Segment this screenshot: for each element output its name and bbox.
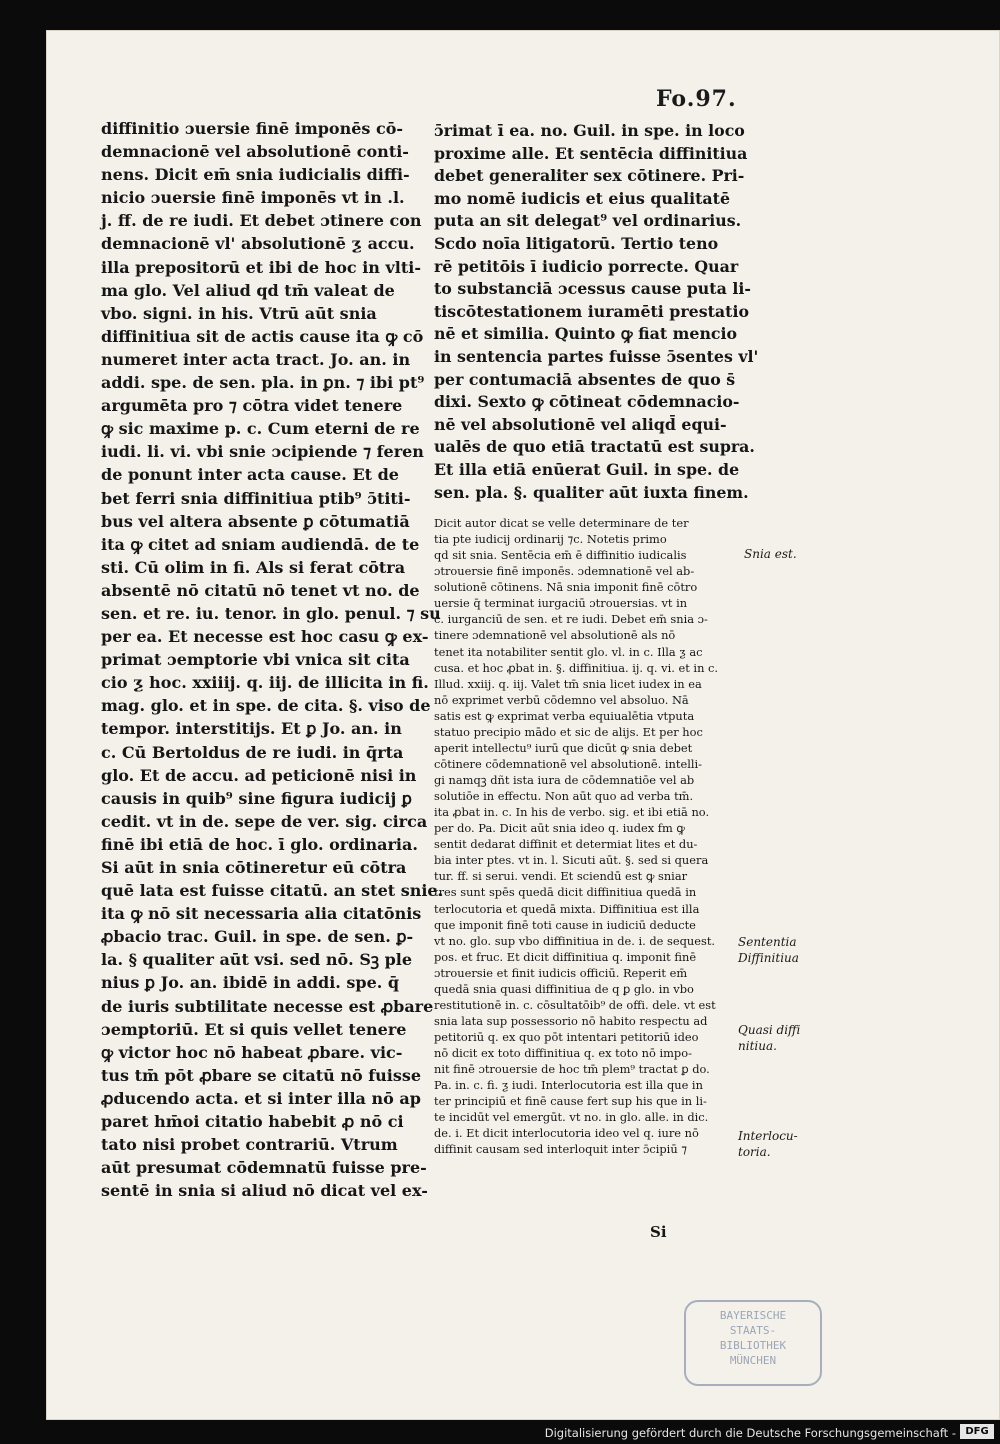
text-line: mo nomē iudicis et eius qualitatē bbox=[434, 188, 731, 208]
text-line: ꝓducendo acta. et si inter illa nō ap bbox=[101, 1088, 421, 1108]
text-line: cedit. vt in de. sepe de ver. sig. circa bbox=[101, 811, 428, 831]
text-line: bet ferri snia diffinitiua ptib⁹ ɔ̄titi- bbox=[101, 488, 411, 508]
text-line: nicio ɔuersie finē imponēs vt in .l. bbox=[101, 188, 405, 208]
text-line: addi. spe. de sen. pla. in ꝑn. ⁊ ibi pt⁹ bbox=[101, 373, 425, 393]
text-line: ualēs de quo etiā tractatū est supra. bbox=[434, 437, 755, 457]
text-line: nius ꝑ Jo. an. ibidē in addi. spe. q̄ bbox=[101, 973, 400, 993]
text-line: dixi. Sexto ꝙ cōtineat cōdemnacio- bbox=[434, 392, 740, 412]
text-line: ꝙ sic maxime p. c. Cum eterni de re bbox=[101, 419, 420, 439]
marginal-note: Snia est. bbox=[744, 547, 797, 561]
text-line: satis est ꝙ exprimat verba equiualētia vtputa bbox=[434, 708, 695, 723]
text-line: in sentencia partes fuisse ɔ̄sentes vl' bbox=[434, 346, 759, 366]
text-line: statuo precipio mādo et sic de alijs. Et per hoc bbox=[434, 724, 703, 739]
text-line: bus vel altera absente ꝑ cōtumatiā bbox=[101, 511, 410, 531]
text-line: gi namqꝫ dñt ista iura de cōdemnatiōe vel ab bbox=[434, 773, 695, 787]
text-line: cusa. et hoc ꝓbat in. §. diffinitiua. ij. q. vi. et in c. bbox=[434, 660, 719, 675]
text-line: c. Cū Bertoldus de re iudi. in q̄rta bbox=[101, 742, 404, 762]
text-line: nens. Dicit em̄ snia iudicialis diffi- bbox=[101, 165, 410, 185]
text-line: nē et similia. Quinto ꝙ fiat mencio bbox=[434, 324, 738, 344]
text-line: primat ɔemptorie vbi vnica sit cita bbox=[101, 650, 410, 670]
text-line: te incidūt vel emergūt. vt no. in glo. alle. in dic. bbox=[434, 1110, 709, 1125]
folio-number: Fo.97. bbox=[656, 86, 737, 112]
marginal-note: Sententia Diffinitiua bbox=[738, 935, 799, 965]
text-line: tres sunt spēs quedā dicit diffinitiua quedā in bbox=[434, 885, 697, 900]
text-line: per ea. Et necesse est hoc casu ꝙ ex- bbox=[101, 627, 429, 647]
text-line: quedā snia quasi diffinitiua de q ꝑ glo. in vbo bbox=[434, 981, 694, 996]
text-line: tempor. interstitijs. Et ꝑ Jo. an. in bbox=[101, 719, 402, 739]
text-line: qd sit snia. Sentēcia em̄ ē diffinitio iudicalis bbox=[434, 548, 687, 563]
text-line: tus tm̄ pōt ꝓbare se citatū nō fuisse bbox=[101, 1065, 422, 1085]
commentary-text-column bbox=[434, 515, 718, 1158]
right-text-column bbox=[434, 120, 758, 504]
text-line: restitutionē in. c. cōsultatōib⁹ de offi. dele. vt est bbox=[434, 997, 716, 1012]
text-line: ter principiū et finē cause fert sup his que in li- bbox=[434, 1094, 707, 1109]
text-line: tiscōtestationem iuramēti prestatio bbox=[434, 301, 749, 321]
text-line: de iuris subtilitate necesse est ꝓbare bbox=[101, 996, 434, 1016]
text-line: c. iurganciū de sen. et re iudi. Debet em̄ snia ɔ- bbox=[434, 612, 708, 627]
text-line: la. § qualiter aūt vsi. sed nō. Sꝫ ple bbox=[101, 950, 413, 970]
text-line: tur. ff. si serui. vendi. Et sciendū est ꝙ sniar bbox=[434, 869, 688, 884]
marginal-note: Quasi diffi nitiua. bbox=[738, 1023, 801, 1053]
text-line: absentē nō citatū nō tenet vt no. de bbox=[101, 580, 420, 600]
footer-bar bbox=[0, 1420, 1000, 1444]
text-line: uersie q̄ terminat iurgaciū ɔtrouersias. vt in bbox=[434, 596, 688, 611]
stamp-line: BIBLIOTHEK bbox=[719, 1339, 787, 1352]
text-line: solutionē cōtinens. Nā snia imponit finē cōtro bbox=[434, 580, 698, 595]
text-line: causis in quib⁹ sine figura iudicij ꝑ bbox=[101, 788, 412, 808]
text-line: pos. et fruc. Et dicit diffinitiua q. imponit finē bbox=[434, 949, 697, 964]
dfg-logo[interactable]: DFG bbox=[960, 1424, 994, 1439]
text-line: diffinitio ɔuersie finē imponēs cō- bbox=[101, 119, 404, 138]
text-line: glo. Et de accu. ad peticionē nisi in bbox=[101, 765, 417, 785]
text-line: quē lata est fuisse citatū. an stet snie. bbox=[101, 881, 444, 901]
text-line: solutiōe in effectu. Non aūt quo ad verba tm̄. bbox=[434, 789, 694, 804]
text-line: sti. Cū olim in fi. Als si ferat cōtra bbox=[101, 557, 406, 577]
text-line: nē vel absolutionē vel aliqd̄ equi- bbox=[434, 414, 727, 434]
text-line: sen. et re. iu. tenor. in glo. penul. ⁊ su bbox=[101, 603, 441, 623]
text-line: puta an sit delegat⁹ vel ordinarius. bbox=[434, 211, 742, 231]
text-line: que imponit finē toti cause in iudiciū deducte bbox=[434, 917, 696, 932]
text-line: tia pte iudicij ordinarij ⁊c. Notetis primo bbox=[434, 532, 667, 547]
library-stamp bbox=[684, 1300, 822, 1386]
text-line: j. ff. de re iudi. Et debet ɔtinere con bbox=[101, 211, 422, 231]
text-line: per contumaciā absentes de quo s̄ bbox=[434, 369, 736, 389]
text-line: cōtinere cōdemnationē vel absolutionē. intelli- bbox=[434, 756, 702, 771]
text-line: mag. glo. et in spe. de cita. §. viso de bbox=[101, 696, 431, 716]
text-line: Pa. in. c. fi. ƺ iudi. Interlocutoria est illa que in bbox=[434, 1078, 703, 1093]
text-line: ɔemptoriū. Et si quis vellet tenere bbox=[101, 1019, 407, 1039]
text-line: ꝙ victor hoc nō habeat ꝓbare. vic- bbox=[101, 1042, 403, 1062]
text-line: Et illa etiā enūerat Guil. in spe. de bbox=[434, 459, 740, 479]
text-line: vbo. signi. in his. Vtrū aūt snia bbox=[101, 303, 377, 323]
text-line: de ponunt inter acta cause. Et de bbox=[101, 465, 399, 485]
text-line: ꝓbacio trac. Guil. in spe. de sen. ꝑ- bbox=[101, 927, 414, 947]
text-line: Illud. xxiij. q. iij. Valet tm̄ snia licet iudex in ea bbox=[434, 676, 702, 691]
stamp-line: STAATS- bbox=[729, 1324, 777, 1337]
text-line: de. i. Et dicit interlocutoria ideo vel q. iure nō bbox=[434, 1126, 699, 1141]
text-line: diffinit causam sed interloquit inter ɔ̄cipiū ⁊ bbox=[434, 1142, 687, 1157]
text-line: proxime alle. Et sentēcia diffinitiua bbox=[434, 143, 748, 163]
text-line: to substanciā ɔcessus cause puta li- bbox=[434, 279, 751, 299]
text-line: tato nisi probet contrariū. Vtrum bbox=[101, 1135, 398, 1155]
text-line: sentē in snia si aliud nō dicat vel ex- bbox=[101, 1181, 428, 1201]
text-line: sen. pla. §. qualiter aūt iuxta finem. bbox=[434, 482, 749, 502]
text-line: tinere ɔdemnationē vel absolutionē als nō bbox=[434, 628, 676, 643]
text-line: ita ꝙ citet ad sniam audiendā. de te bbox=[101, 534, 420, 554]
text-line: vt no. glo. sup vbo diffinitiua in de. i. de sequest. bbox=[434, 933, 716, 948]
text-line: ɔtrouersie finē imponēs. ɔdemnationē vel ab- bbox=[434, 564, 695, 579]
text-line: iudi. li. vi. vbi snie ɔcipiende ⁊ feren bbox=[101, 442, 424, 462]
text-line: nit finē ɔtrouersie de hoc tm̄ plem⁹ tractat ꝑ do. bbox=[434, 1062, 710, 1077]
text-line: terlocutoria et quedā mixta. Diffinitiua est illa bbox=[434, 901, 700, 916]
text-line: numeret inter acta tract. Jo. an. in bbox=[101, 349, 411, 369]
catchword: Si bbox=[650, 1223, 667, 1241]
stamp-line: MÜNCHEN bbox=[729, 1354, 777, 1367]
text-line: snia lata sup possessorio nō habito respectu ad bbox=[434, 1013, 708, 1028]
text-line: rē petitōis ī iudicio porrecte. Quar bbox=[434, 256, 739, 276]
text-line: Scdo noīa litigatorū. Tertio teno bbox=[434, 233, 719, 253]
funding-notice: Digitalisierung gefördert durch die Deutsche Forschungsgemeinschaft - bbox=[544, 1426, 956, 1440]
text-line: aūt presumat cōdemnatū fuisse pre- bbox=[101, 1158, 427, 1178]
text-line: per do. Pa. Dicit aūt snia ideo q. iudex fm ꝙ bbox=[434, 821, 685, 836]
text-line: finē ibi etiā de hoc. ī glo. ordinaria. bbox=[101, 834, 418, 854]
text-line: ita ꝓbat in. c. In his de verbo. sig. et ibi etiā no. bbox=[434, 805, 710, 820]
text-line: aperit intellectu⁹ iurū que dicūt ꝙ snia debet bbox=[434, 740, 693, 755]
text-line: tenet ita notabiliter sentit glo. vl. in c. Illa ƺ ac bbox=[434, 644, 703, 659]
text-line: demnacionē vl' absolutionē ƺ accu. bbox=[101, 234, 415, 254]
text-line: debet generaliter sex cōtinere. Pri- bbox=[434, 166, 745, 186]
text-line: petitoriū q. ex quo pōt intentari petitoriū ideo bbox=[434, 1030, 699, 1044]
text-line: ɔ̄rimat ī ea. no. Guil. in spe. in loco bbox=[434, 121, 745, 140]
text-line: bia inter ptes. vt in. l. Sicuti aūt. §. sed si quera bbox=[434, 853, 709, 868]
text-line: paret hm̄oi citatio habebit ꝓ nō ci bbox=[101, 1112, 404, 1132]
text-line: nō exprimet verbū cōdemno vel absoluo. Nā bbox=[434, 692, 689, 707]
text-line: Dicit autor dicat se velle determinare de ter bbox=[434, 516, 689, 530]
text-line: argumēta pro ⁊ cōtra videt tenere bbox=[101, 396, 403, 416]
text-line: cio ƺ hoc. xxiiij. q. iij. de illicita in fi. bbox=[101, 673, 429, 693]
text-line: ma glo. Vel aliud qd tm̄ valeat de bbox=[101, 280, 395, 300]
text-line: nō dicit ex toto diffinitiua q. ex toto nō impo- bbox=[434, 1046, 692, 1061]
text-line: illa prepositorū et ibi de hoc in vlti- bbox=[101, 257, 421, 277]
stamp-line: BAYERISCHE bbox=[719, 1309, 787, 1322]
text-line: demnacionē vel absolutionē conti- bbox=[101, 142, 409, 162]
left-text-column bbox=[101, 117, 443, 1202]
text-line: ita ꝙ nō sit necessaria alia citatōnis bbox=[101, 904, 422, 924]
text-line: ɔtrouersie et finit iudicis officiū. Reperit em̄ bbox=[434, 965, 688, 980]
marginal-note: Interlocu- toria. bbox=[738, 1129, 798, 1159]
text-line: diffinitiua sit de actis cause ita ꝙ cō bbox=[101, 326, 424, 346]
text-line: sentit dedarat diffinit et determiat lites et du- bbox=[434, 837, 698, 852]
text-line: Si aūt in snia cōtineretur eū cōtra bbox=[101, 858, 407, 877]
